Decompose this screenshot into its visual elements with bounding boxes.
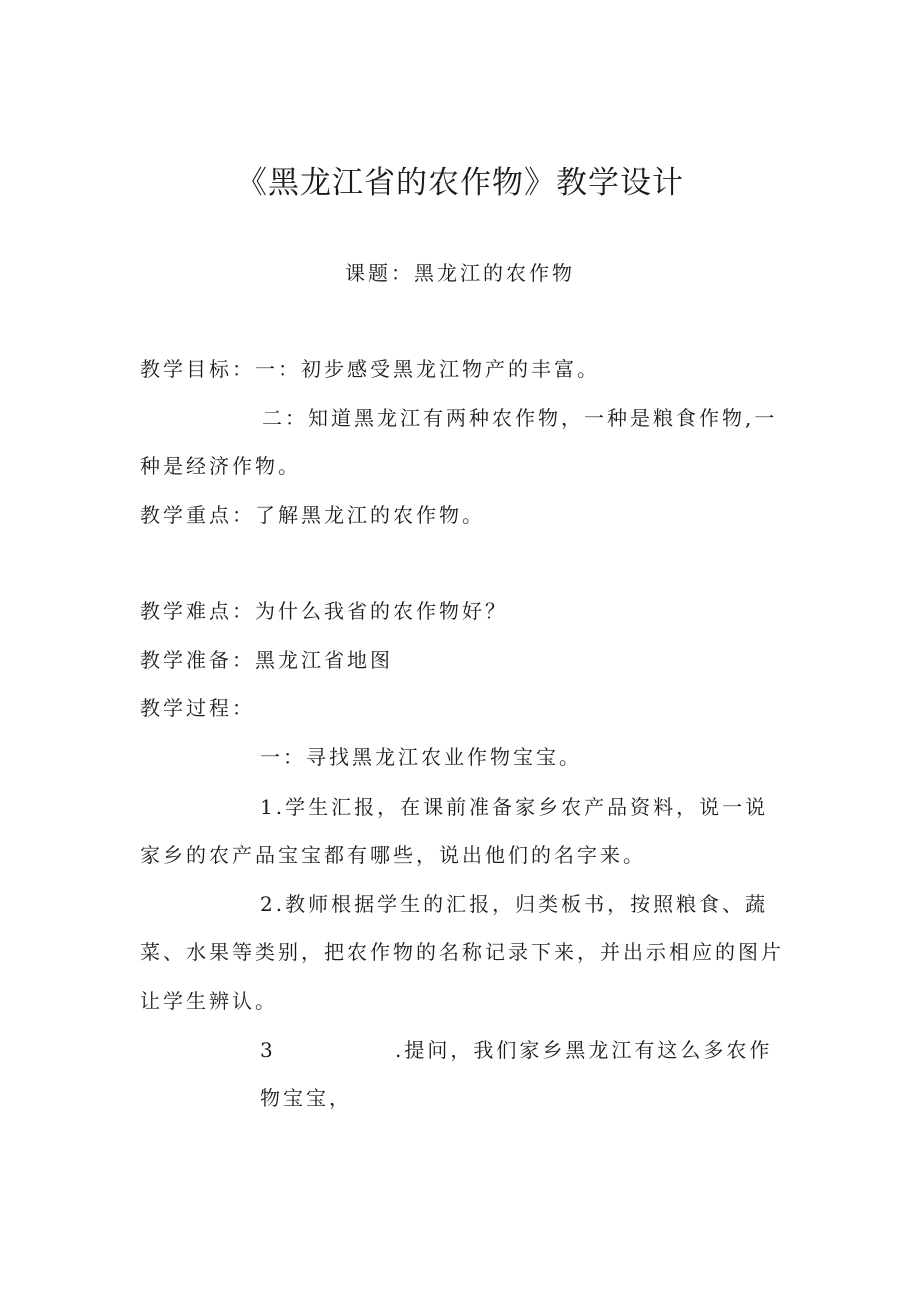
process-item-1: 1.学生汇报，在课前准备家乡农产品资料，说一说 [260, 795, 769, 819]
process-item-2-cont2: 让学生辨认。 [140, 989, 278, 1013]
process-item-3-number: 3 [260, 1038, 273, 1062]
process-item-2-cont: 菜、水果等类别，把农作物的名称记录下来，并出示相应的图片 [140, 940, 784, 964]
difficulty: 教学难点：为什么我省的农作物好？ [140, 599, 508, 623]
lesson-subject: 课题：黑龙江的农作物 [345, 261, 575, 285]
preparation: 教学准备：黑龙江省地图 [140, 648, 393, 672]
process-item-3-cont: 物宝宝， [260, 1086, 352, 1110]
process-label: 教学过程： [140, 696, 255, 720]
process-section-1: 一：寻找黑龙江农业作物宝宝。 [260, 745, 582, 769]
key-point: 教学重点：了解黑龙江的农作物。 [140, 503, 485, 527]
objective-line-2-cont: 种是经济作物。 [140, 454, 301, 478]
objective-line-1: 教学目标：一：初步感受黑龙江物产的丰富。 [140, 357, 600, 381]
process-item-3: .提问，我们家乡黑龙江有这么多农作 [395, 1038, 773, 1062]
process-item-2: 2.教师根据学生的汇报，归类板书，按照粮食、蔬 [260, 892, 769, 916]
process-item-1-cont: 家乡的农产品宝宝都有哪些，说出他们的名字来。 [140, 843, 646, 867]
document-title: 《黑龙江省的农作物》教学设计 [236, 165, 684, 201]
objective-line-2: 二：知道黑龙江有两种农作物，一种是粮食作物,一 [262, 406, 778, 430]
